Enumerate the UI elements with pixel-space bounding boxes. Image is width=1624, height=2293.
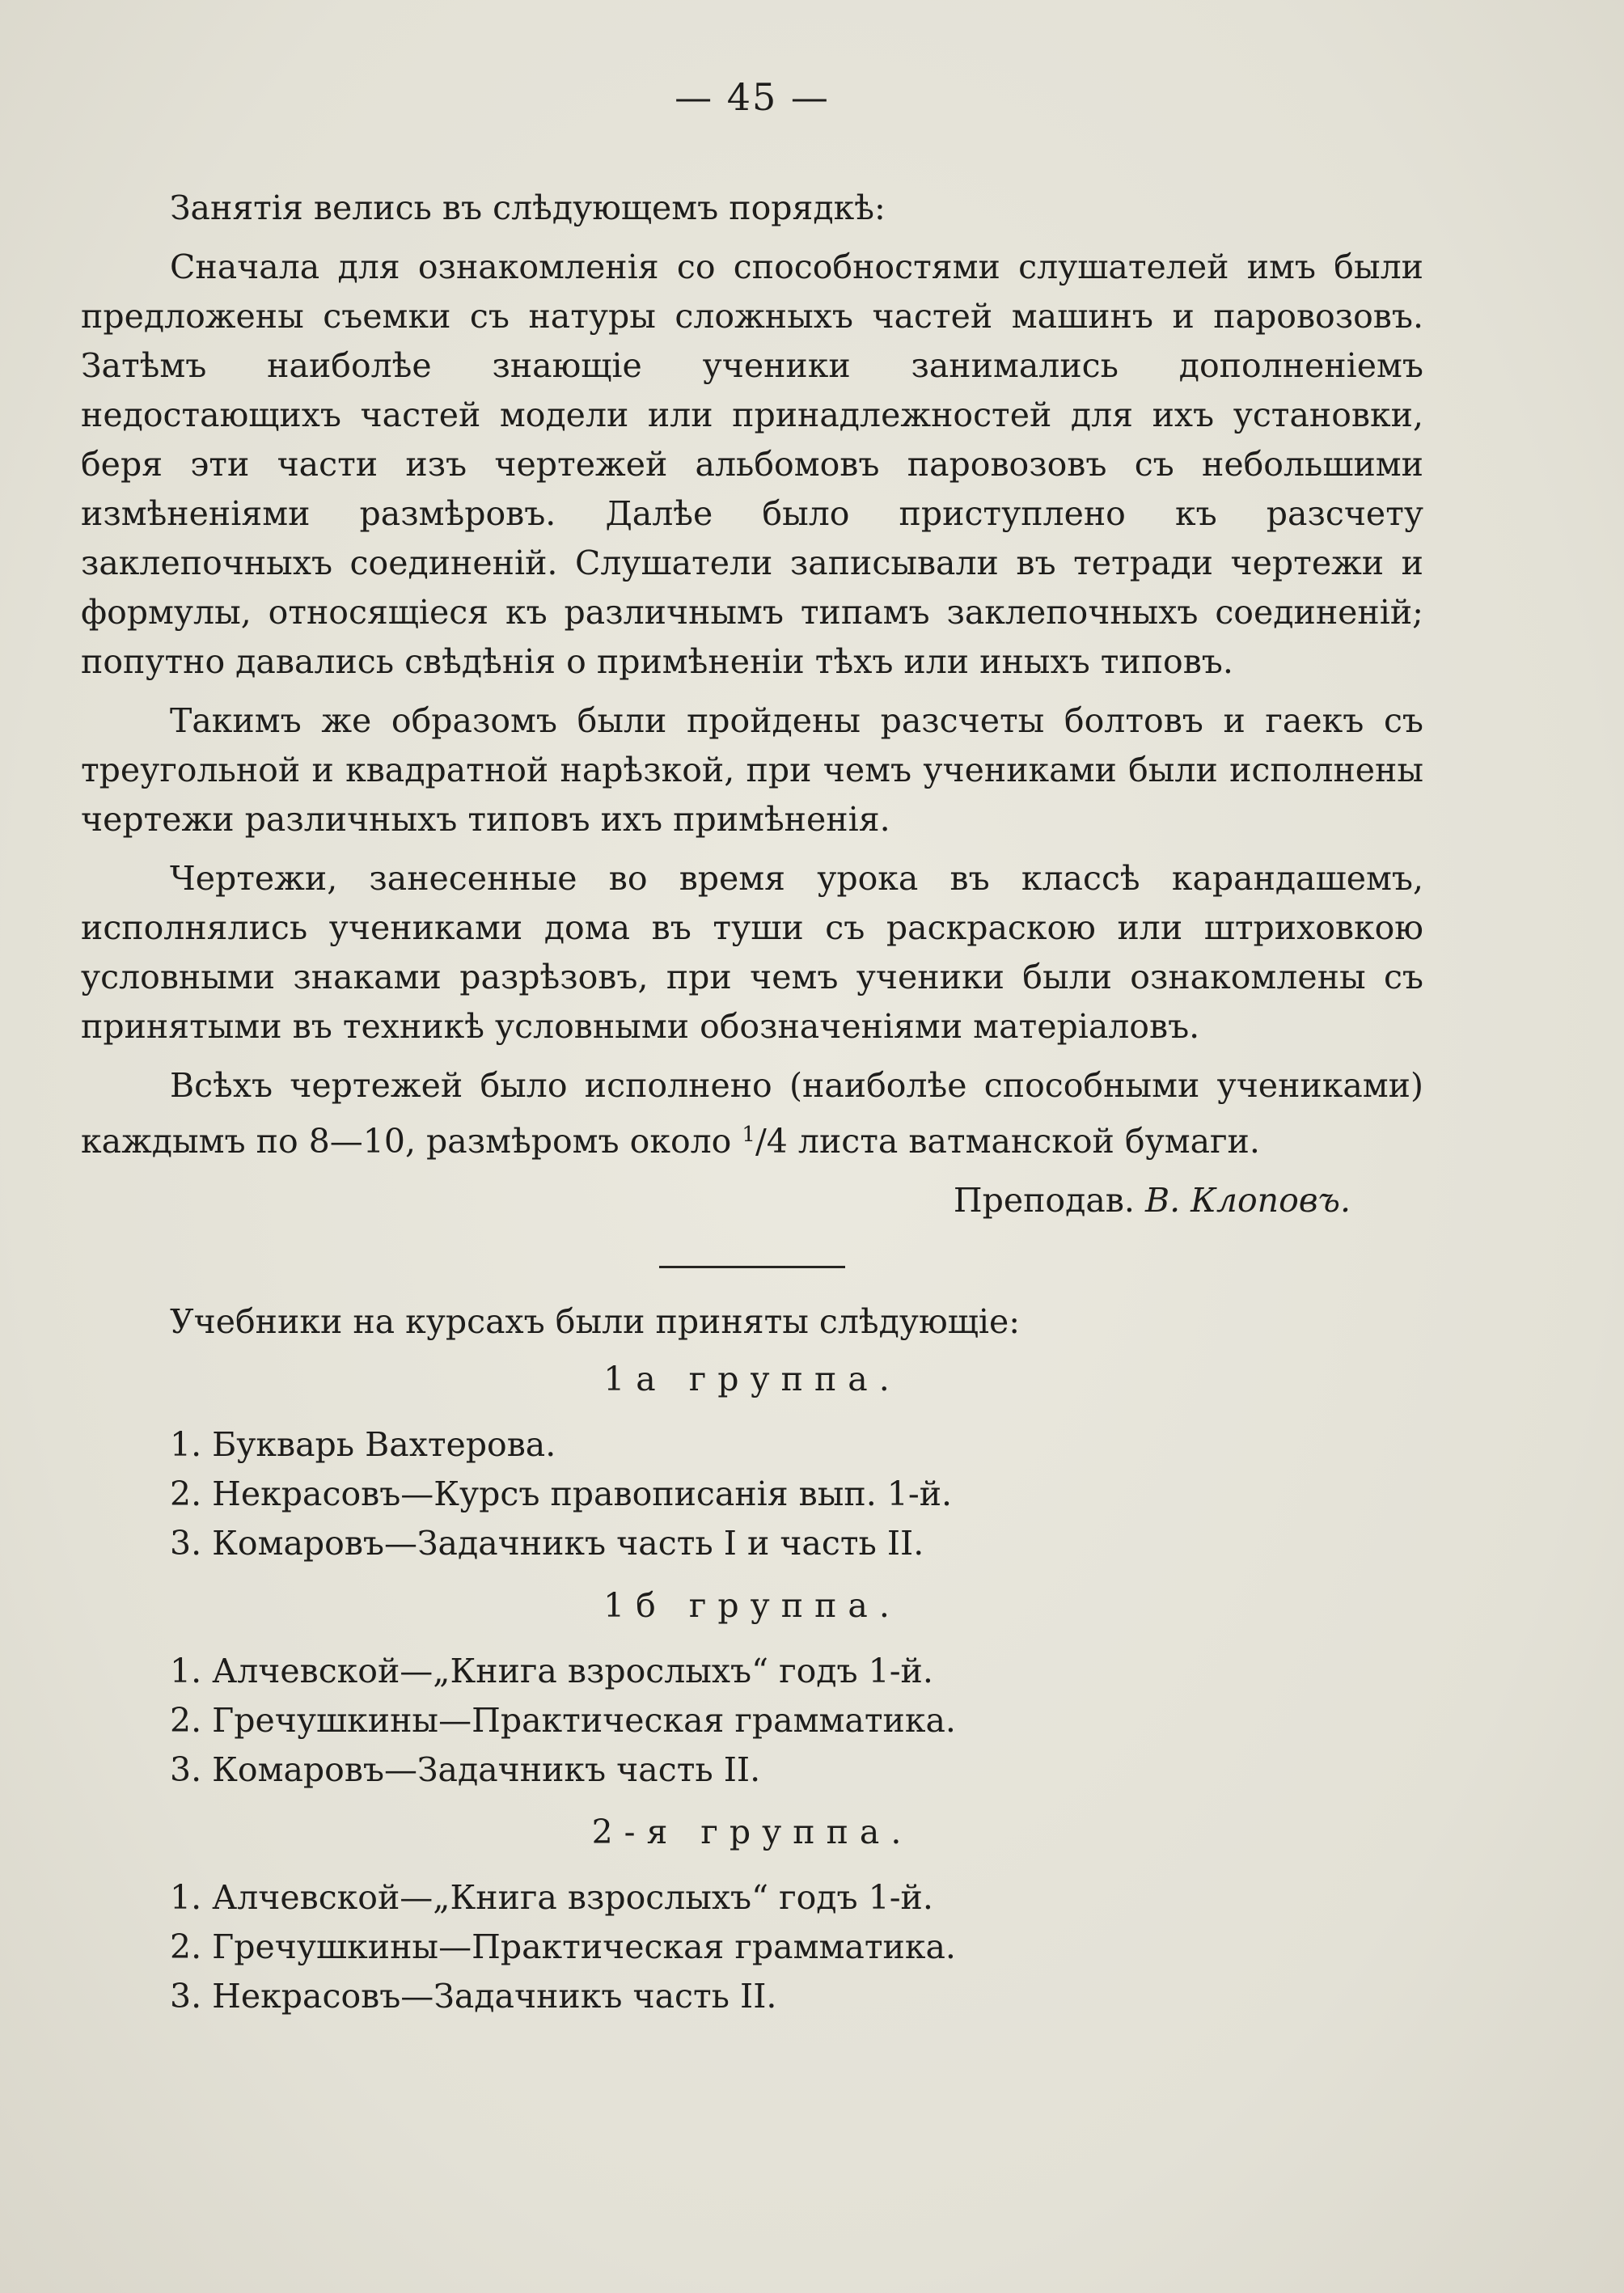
textbook-list: [81, 1420, 1423, 1568]
paragraph-2: Такимъ же образомъ были пройдены разсчеты болтовъ и гаекъ съ треугольной и квадратной нарѣзкой, при чемъ учениками были исполнены чертежи различныхъ типовъ ихъ примѣненія.: [81, 701, 1423, 839]
section-divider: [659, 1266, 845, 1268]
paragraph-3: Чертежи, занесенные во время урока въ классѣ карандашемъ, исполнялись учениками дома въ туши съ раскраскою или штриховкою условными знаками разрѣзовъ, при чемъ ученики были ознакомлены съ принятыми въ техникѣ условными обозначеніями матеріаловъ.: [81, 859, 1423, 1046]
list-item: 3. Комаровъ—Задачникъ часть I и часть II.: [170, 1524, 924, 1563]
page-content: [81, 73, 1423, 2034]
paragraph-1: Сначала для ознакомленія со способностями слушателей имъ были предложены съемки съ натуры сложныхъ частей машинъ и паровозовъ. Затѣмъ наиболѣе знающіе ученики занимались дополненіемъ недостающихъ частей модели или принадлежностей для ихъ установки, беря эти части изъ чертежей альбомовъ паровозовъ съ небольшими измѣненіями размѣровъ. Далѣе было приступлено къ разсчету заклепочныхъ соединеній. Слушатели записывали въ тетради чертежи и формулы, относящіеся къ различнымъ типамъ заклепочныхъ соединеній; попутно давались свѣдѣнія о примѣненіи тѣхъ или иныхъ типовъ.: [81, 247, 1423, 681]
paragraph-4-start: Всѣхъ чертежей было исполнено (наиболѣе способными учениками) каждымъ по 8—10, размѣромъ около: [81, 1066, 1423, 1161]
group-section-2: [81, 1808, 1423, 2021]
textbook-list: [81, 1873, 1423, 2021]
signature-role: Преподав.: [953, 1181, 1135, 1220]
list-item: 2. Гречушкины—Практическая грамматика.: [170, 1927, 956, 1966]
list-item: 2. Некрасовъ—Курсъ правописанія вып. 1-й.: [170, 1474, 953, 1513]
list-item: 1. Алчевской—„Книга взрослыхъ“ годъ 1-й.: [170, 1652, 933, 1690]
list-item: 1. Алчевской—„Книга взрослыхъ“ годъ 1-й.: [170, 1878, 933, 1917]
fraction-numerator: 1: [742, 1123, 755, 1147]
group-section-1a: [81, 1355, 1423, 1568]
intro-line: Занятія велись въ слѣдующемъ порядкѣ:: [170, 188, 886, 227]
group-title: 1а группа.: [603, 1360, 901, 1398]
paragraph-4: [81, 1061, 1423, 1166]
list-item: 3. Комаровъ—Задачникъ часть II.: [170, 1750, 761, 1789]
page-number: — 45 —: [675, 75, 830, 119]
signature-name: В. Клоповъ.: [1144, 1181, 1351, 1220]
signature: [81, 1176, 1351, 1225]
paragraph-4-end: листа ватманской бумаги.: [787, 1122, 1260, 1161]
group-title: 2-я группа.: [591, 1813, 913, 1851]
textbook-list: [81, 1647, 1423, 1795]
textbooks-intro: Учебники на курсахъ были приняты слѣдующіе:: [170, 1302, 1021, 1341]
group-section-1b: [81, 1581, 1423, 1795]
list-item: 1. Букварь Вахтерова.: [170, 1425, 556, 1464]
fraction-denominator: /4: [755, 1122, 788, 1161]
list-item: 3. Некрасовъ—Задачникъ часть II.: [170, 1977, 777, 2016]
list-item: 2. Гречушкины—Практическая грамматика.: [170, 1701, 956, 1740]
group-title: 1б группа.: [603, 1586, 901, 1625]
